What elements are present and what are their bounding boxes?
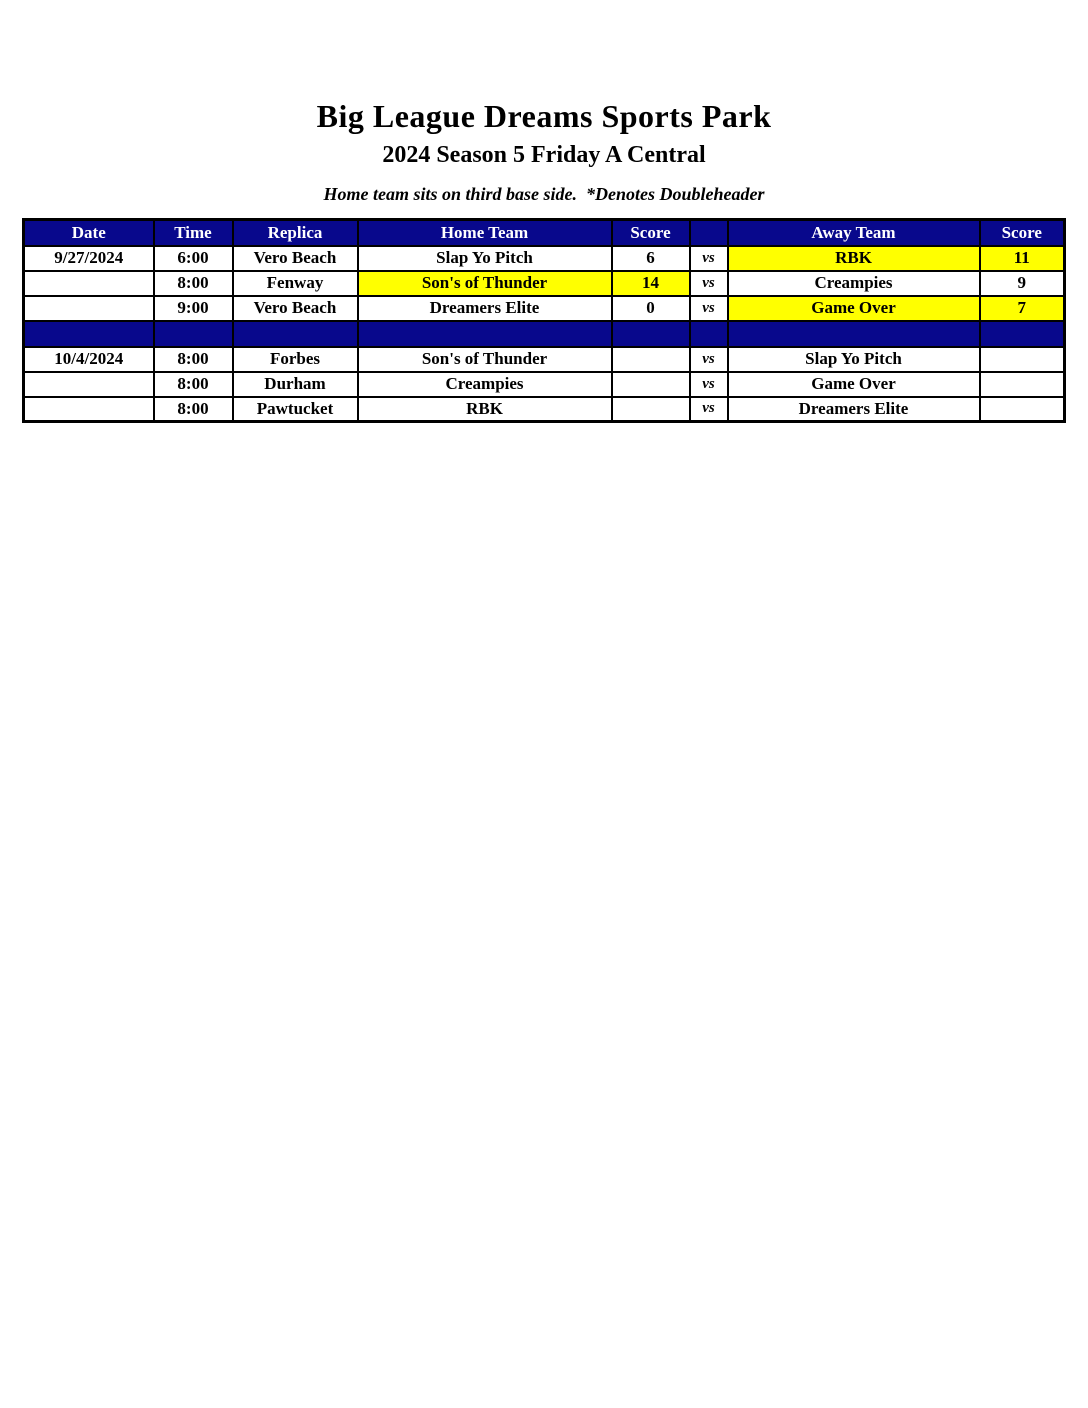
cell-home-score: 6 <box>612 246 690 271</box>
game-row <box>24 246 1065 271</box>
cell-home-score <box>612 397 690 422</box>
separator-cell <box>612 321 690 347</box>
cell-date <box>24 372 154 397</box>
cell-away-score: 11 <box>980 246 1065 271</box>
cell-away-team: Creampies <box>728 271 980 296</box>
cell-replica: Vero Beach <box>233 296 358 321</box>
cell-date: 10/4/2024 <box>24 347 154 372</box>
cell-time: 8:00 <box>154 372 233 397</box>
cell-away-team: Game Over <box>728 372 980 397</box>
separator-cell <box>980 321 1065 347</box>
column-header-replica: Replica <box>233 220 358 246</box>
separator-cell <box>690 321 728 347</box>
cell-home-team: Dreamers Elite <box>358 296 612 321</box>
cell-time: 6:00 <box>154 246 233 271</box>
cell-replica: Pawtucket <box>233 397 358 422</box>
header-row <box>24 220 1065 246</box>
page-title: Big League Dreams Sports Park <box>316 98 772 134</box>
page-subtitle: 2024 Season 5 Friday A Central <box>382 142 706 168</box>
cell-time: 8:00 <box>154 347 233 372</box>
cell-home-score: 0 <box>612 296 690 321</box>
cell-date: 9/27/2024 <box>24 246 154 271</box>
separator-cell <box>728 321 980 347</box>
separator-cell <box>233 321 358 347</box>
column-header-home-team: Home Team <box>358 220 612 246</box>
cell-time: 9:00 <box>154 296 233 321</box>
separator-cell <box>358 321 612 347</box>
column-header-date: Date <box>24 220 154 246</box>
column-header-away-team: Away Team <box>728 220 980 246</box>
cell-date <box>24 271 154 296</box>
schedule-table <box>22 218 1066 423</box>
cell-away-score <box>980 347 1065 372</box>
cell-vs: vs <box>690 246 728 271</box>
cell-vs: vs <box>690 372 728 397</box>
cell-home-team: Slap Yo Pitch <box>358 246 612 271</box>
cell-replica: Fenway <box>233 271 358 296</box>
cell-away-score: 9 <box>980 271 1065 296</box>
cell-replica: Forbes <box>233 347 358 372</box>
page-header <box>0 0 1088 205</box>
cell-date <box>24 397 154 422</box>
cell-time: 8:00 <box>154 397 233 422</box>
cell-time: 8:00 <box>154 271 233 296</box>
cell-replica: Durham <box>233 372 358 397</box>
cell-home-team: Son's of Thunder <box>358 271 612 296</box>
cell-away-team: RBK <box>728 246 980 271</box>
column-header-away-score: Score <box>980 220 1065 246</box>
home-team-note: Home team sits on third base side. *Denotes Doubleheader <box>323 184 765 204</box>
cell-away-score <box>980 372 1065 397</box>
cell-home-score <box>612 347 690 372</box>
separator-cell <box>154 321 233 347</box>
cell-vs: vs <box>690 347 728 372</box>
cell-vs: vs <box>690 397 728 422</box>
separator-row <box>24 321 1065 347</box>
game-row <box>24 372 1065 397</box>
column-header-home-score: Score <box>612 220 690 246</box>
game-row <box>24 397 1065 422</box>
cell-home-score <box>612 372 690 397</box>
cell-away-team: Game Over <box>728 296 980 321</box>
game-row <box>24 347 1065 372</box>
game-row <box>24 271 1065 296</box>
cell-home-team: Creampies <box>358 372 612 397</box>
game-row <box>24 296 1065 321</box>
cell-away-score: 7 <box>980 296 1065 321</box>
schedule-table-body <box>24 246 1065 422</box>
cell-home-team: RBK <box>358 397 612 422</box>
cell-home-score: 14 <box>612 271 690 296</box>
separator-cell <box>24 321 154 347</box>
column-header-time: Time <box>154 220 233 246</box>
cell-date <box>24 296 154 321</box>
cell-replica: Vero Beach <box>233 246 358 271</box>
cell-vs: vs <box>690 271 728 296</box>
cell-away-score <box>980 397 1065 422</box>
cell-home-team: Son's of Thunder <box>358 347 612 372</box>
column-header-vs <box>690 220 728 246</box>
cell-vs: vs <box>690 296 728 321</box>
cell-away-team: Slap Yo Pitch <box>728 347 980 372</box>
cell-away-team: Dreamers Elite <box>728 397 980 422</box>
